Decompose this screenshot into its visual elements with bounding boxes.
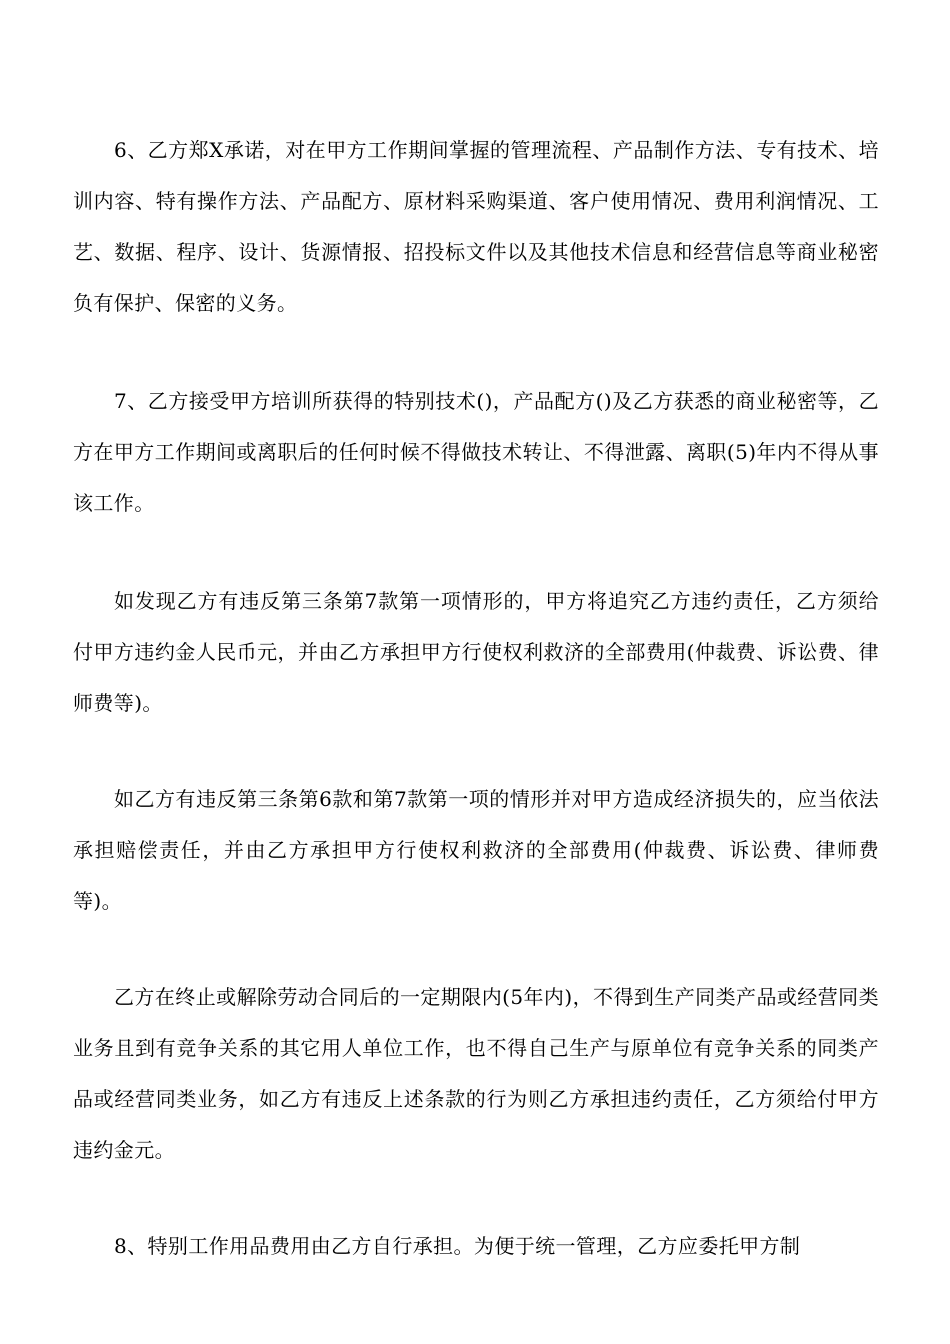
non-compete-paragraph: 乙方在终止或解除劳动合同后的一定期限内(5年内)，不得到生产同类产品或经营同类业务且到有竞争关系的其它用人单位工作，也不得自己生产与原单位有竞争关系的同类产品或经营同类业务，如乙方有违反上述条款的行为则乙方承担违约责任，乙方须给付甲方违约金元。 xyxy=(73,985,879,1162)
clause-8-paragraph: 8、特别工作用品费用由乙方自行承担。为便于统一管理，乙方应委托甲方制 xyxy=(114,1234,801,1258)
damages-liability-paragraph: 如乙方有违反第三条第6款和第7款第一项的情形并对甲方造成经济损失的，应当依法承担赔偿责任，并由乙方承担甲方行使权利救济的全部费用(仲裁费、诉讼费、律师费等)。 xyxy=(73,787,879,913)
breach-penalty-paragraph: 如发现乙方有违反第三条第7款第一项情形的，甲方将追究乙方违约责任，乙方须给付甲方违约金人民币元，并由乙方承担甲方行使权利救济的全部费用(仲裁费、诉讼费、律师费等)。 xyxy=(73,589,879,715)
clause-7-paragraph: 7、乙方接受甲方培训所获得的特别技术()，产品配方()及乙方获悉的商业秘密等，乙方在甲方工作期间或离职后的任何时候不得做技术转让、不得泄露、离职(5)年内不得从事该工作。 xyxy=(73,389,879,515)
clause-6-paragraph: 6、乙方郑X承诺，对在甲方工作期间掌握的管理流程、产品制作方法、专有技术、培训内容、特有操作方法、产品配方、原材料采购渠道、客户使用情况、费用利润情况、工艺、数据、程序、设计、货源情报、招投标文件以及其他技术信息和经营信息等商业秘密负有保护、保密的义务。 xyxy=(73,138,879,315)
